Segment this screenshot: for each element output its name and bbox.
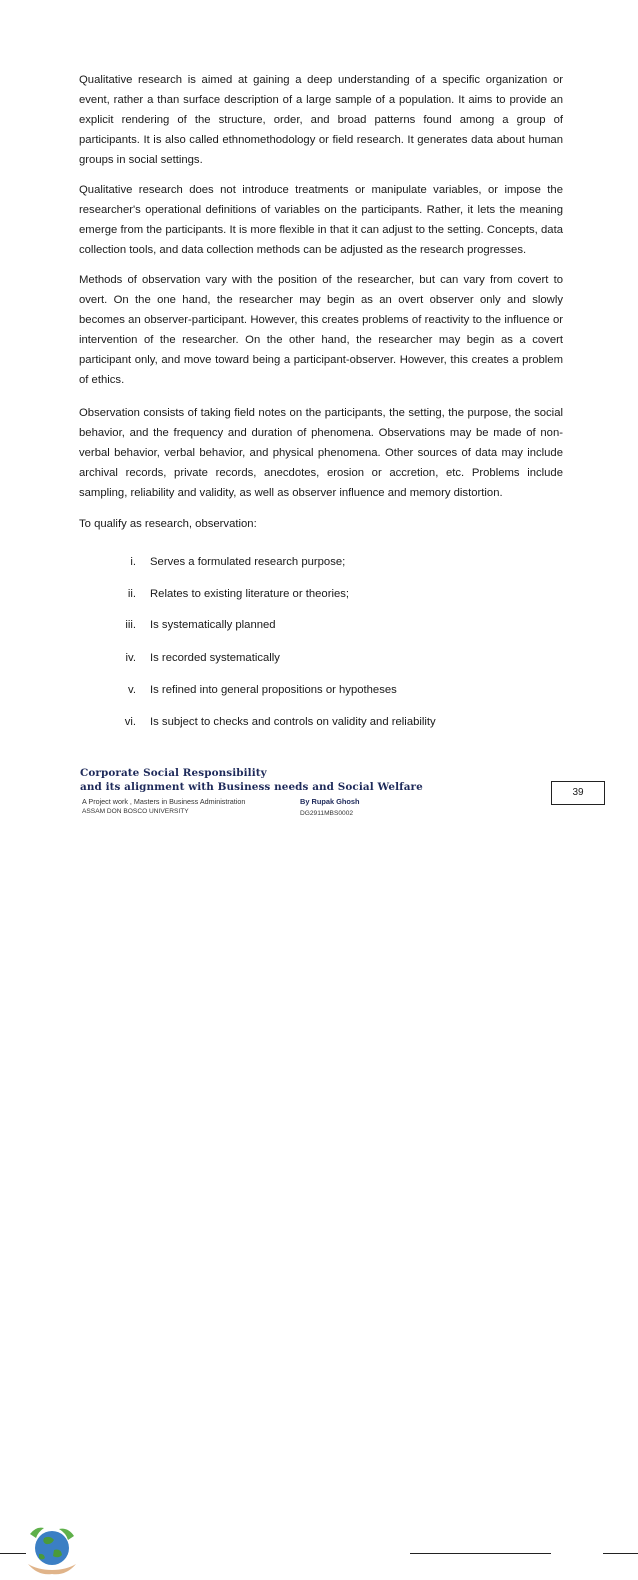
university-name: ASSAM DON BOSCO UNIVERSITY bbox=[82, 808, 189, 815]
list-item-number: i. bbox=[130, 556, 136, 568]
paragraph-field-notes: Observation consists of taking field notes on the participants, the setting, the purpose, the social behavior, and the frequency and duration of phenomena. Observations may be made of non-verbal behavior, verbal behavior, and physical phenomena. Other sources of data may include archival records, private records, anecdotes, erosion or accretion, etc. Problems include sampling, reliability and validity, as well as observer influence and memory distortion. bbox=[79, 407, 563, 499]
list-item bbox=[0, 648, 638, 668]
list-item-text: Serves a formulated research purpose; bbox=[150, 556, 346, 568]
registration-number: DG2911MBS0002 bbox=[300, 810, 354, 817]
list-item bbox=[0, 680, 638, 700]
footer-rule-middle bbox=[410, 1553, 551, 1554]
globe-hands-logo-icon bbox=[26, 1524, 78, 1580]
list-item-number: v. bbox=[128, 684, 136, 696]
list-item bbox=[0, 552, 638, 572]
page-footer bbox=[0, 760, 638, 826]
page-number: 39 bbox=[551, 781, 605, 805]
list-item-number: iv. bbox=[125, 652, 136, 664]
list-item-text: Relates to existing literature or theories; bbox=[150, 588, 350, 600]
list-intro: To qualify as research, observation: bbox=[79, 518, 257, 530]
list-item-number: ii. bbox=[127, 588, 136, 600]
list-item-text: Is recorded systematically bbox=[150, 652, 280, 664]
banner-title-line1: Corporate Social Responsibility bbox=[80, 767, 267, 779]
list-item-text: Is systematically planned bbox=[150, 619, 276, 631]
list-item-number: vi. bbox=[124, 716, 136, 728]
list-item bbox=[0, 615, 638, 635]
author-name: By Rupak Ghosh bbox=[300, 797, 360, 806]
paragraph-observation-methods: Methods of observation vary with the position of the researcher, but can vary from covert to overt. On the one hand, the researcher may begin as an overt observer only and slowly becomes an observer-participant. However, this creates problems of reactivity to the influence or intervention of the researcher. On the other hand, the researcher may begin as a covert participant only, and move toward being a participant-observer. However, this creates a problem of ethics. bbox=[79, 274, 563, 386]
banner-title-line2: and its alignment with Business needs and Social Welfare bbox=[80, 781, 423, 793]
paragraph-qualitative-research: Qualitative research is aimed at gaining a deep understanding of a specific organization or event, rather a than surface description of a large sample of a population. It aims to provide an explicit rendering of the structure, order, and broad patterns found among a group of participants. It is also called ethnomethodology or field research. It generates data about human groups in social settings. bbox=[79, 74, 563, 166]
paragraph-treatments-variables: Qualitative research does not introduce treatments or manipulate variables, or impose the researcher's operational definitions of variables on the participants. Rather, it lets the meaning emerge from the participants. It is more flexible in that it can adjust to the setting. Concepts, data collection tools, and data collection methods can be adjusted as the research progresses. bbox=[79, 184, 563, 256]
list-item-text: Is refined into general propositions or hypotheses bbox=[150, 684, 397, 696]
project-description: A Project work , Masters in Business Administration bbox=[82, 797, 246, 806]
list-item bbox=[0, 584, 638, 604]
footer-rule-left bbox=[0, 1553, 26, 1554]
footer-rule-right bbox=[603, 1553, 638, 1554]
list-item-number: iii. bbox=[125, 619, 136, 631]
list-item-text: Is subject to checks and controls on validity and reliability bbox=[150, 716, 436, 728]
list-item bbox=[0, 712, 638, 732]
